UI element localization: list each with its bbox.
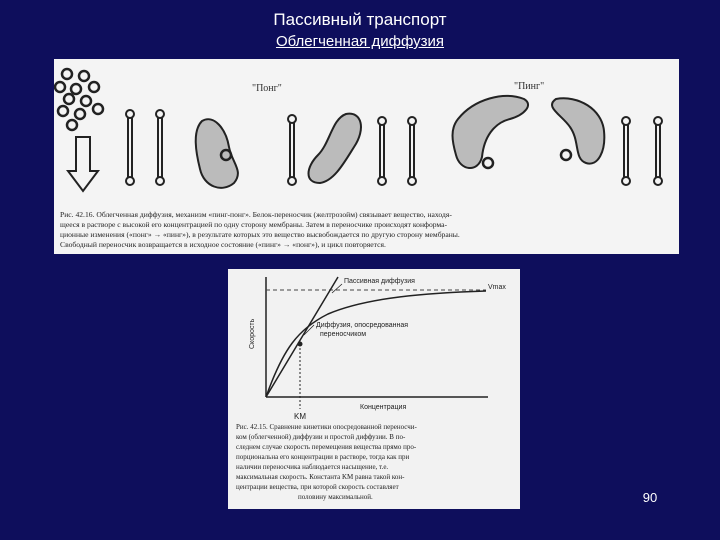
caption-line: Свободный переносчик возвращается в исходное состояние («пинг» → «понг»), и цикл повторяется. (60, 240, 386, 249)
passive-diffusion-label: Пассивная диффузия (344, 278, 415, 285)
label-pong: "Понг" (252, 83, 282, 94)
arrow-down-icon (68, 137, 98, 191)
caption-line: следнем случае скорость перемещения вещества прямо про- (236, 443, 417, 451)
caption-line: Рис. 42.15. Сравнение кинетики опосредованной переносчи- (236, 423, 417, 431)
kinetics-figure (228, 269, 520, 509)
facilitated-label-line1: Диффузия, опосредованная (316, 322, 409, 329)
caption-line: порциональна его концентрации в растворе, тогда как при (236, 453, 410, 461)
caption-line: максимальная скорость. Константа KM равна такой кон- (236, 473, 405, 481)
caption-line: половину максимальной. (298, 493, 373, 501)
ping-pong-figure (54, 59, 679, 254)
label-ping: "Пинг" (514, 81, 545, 92)
caption-line: центрации вещества, при которой скорость составляет (236, 483, 399, 491)
slide-subtitle: Облегченная диффузия (275, 33, 445, 50)
caption-line: щееся в растворе с высокой его концентрацией по одну сторону мембраны. Затем в переносчике происходят конформа- (60, 220, 448, 229)
figure-1-caption (60, 210, 460, 249)
page-number: 90 (642, 490, 658, 505)
x-axis-label: Концентрация (360, 404, 407, 411)
facilitated-label-line2: переносчиком (320, 331, 367, 338)
slide-title: Пассивный транспорт (273, 10, 447, 29)
caption-line: наличии переносчика наблюдается насыщение, т.е. (236, 463, 389, 471)
molecule-cluster (55, 69, 103, 130)
caption-line: Рис. 42.16. Облегченная диффузия, механизм «пинг-понг». Белок-переносчик (желтрозойм) связывает вещество, находя- (60, 210, 452, 219)
carrier-proteins (196, 96, 605, 188)
y-axis-label: Скорость (249, 318, 256, 349)
figure-2-caption (236, 423, 418, 501)
vmax-label: Vmax (488, 284, 506, 291)
caption-line: ционные изменения («понг» → «пинг»), в результате которых это вещество высвобождается по другую сторону мембраны. (60, 230, 460, 239)
substrate-molecules (221, 150, 571, 168)
km-label: KM (294, 412, 306, 421)
ping-pong-diagram (54, 59, 679, 254)
caption-line: ком (облегченной) диффузии и простой диффузии. В по- (236, 433, 406, 441)
kinetics-graph (228, 269, 520, 509)
